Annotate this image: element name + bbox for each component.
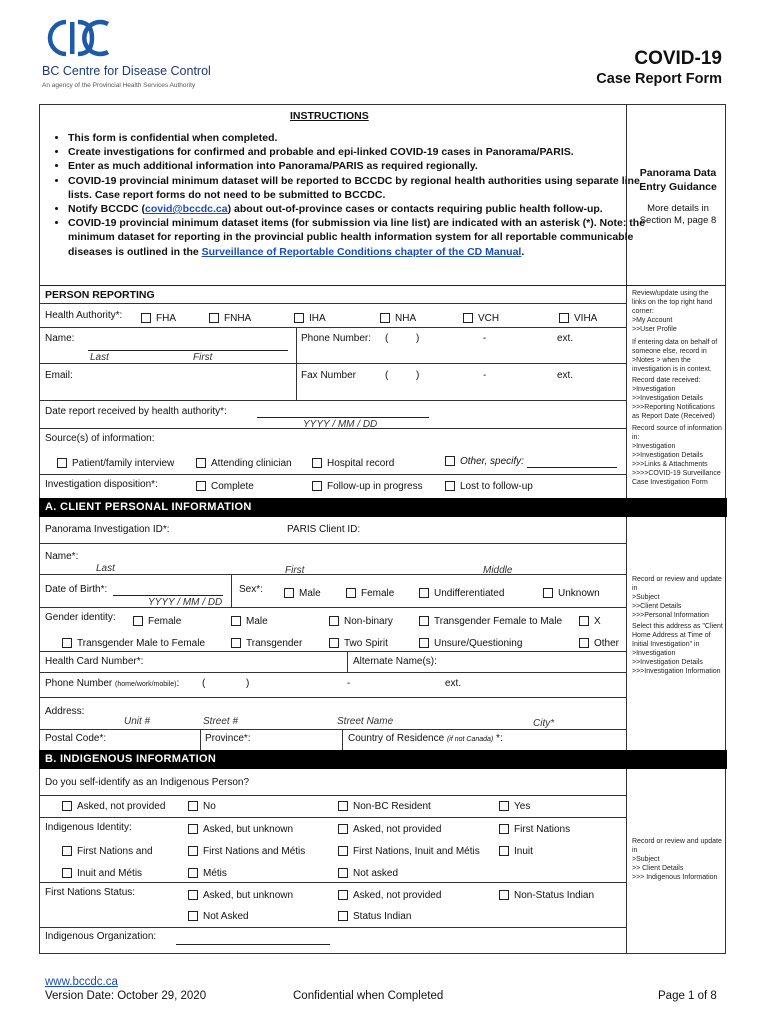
side-note-address: Select this address as "Client Home Address at Time of Initial Investigation" in >Investigation >>Investigation Details >>>Investigation Information [632, 623, 723, 675]
side-note-source: Record source of information in: >Investigation >>Investigation Details >>>Links & Attachments >>>>COVID-19 Surveillance Case Investigation Form [632, 425, 722, 486]
gender-non-binary[interactable]: Non-binary [329, 616, 393, 627]
gender-transgender[interactable]: Transgender [231, 638, 302, 649]
panorama-id-label: Panorama Investigation ID*: [45, 524, 170, 535]
instructions-heading: INSTRUCTIONS [290, 110, 369, 122]
footer-confidential: Confidential when Completed [293, 990, 444, 1002]
identity-fn-inuit-metis[interactable]: First Nations, Inuit and Métis [338, 846, 480, 857]
indigenous-identity-label: Indigenous Identity: [45, 822, 132, 833]
identity-inuit[interactable]: Inuit [499, 846, 533, 857]
divider [40, 327, 626, 328]
province-label: Province*: [205, 733, 251, 744]
divider [40, 574, 626, 575]
ha-option-iha[interactable]: IHA [294, 313, 326, 324]
source-other-field[interactable] [527, 467, 617, 468]
sex-undifferentiated[interactable]: Undifferentiated [419, 588, 504, 599]
ha-option-fha[interactable]: FHA [141, 313, 176, 324]
street-name-hint: Street Name [337, 716, 394, 727]
gender-unsure[interactable]: Unsure/Questioning [419, 638, 522, 649]
divider [40, 400, 626, 401]
side-note-client: Record or review and update in >Subject >>Client Details >>>Personal Information [632, 576, 722, 619]
gender-two-spirit[interactable]: Two Spirit [329, 638, 388, 649]
reporter-name-field[interactable] [88, 350, 288, 351]
indigenous-question: Do you self-identify as an Indigenous Person? [45, 777, 250, 788]
client-phone-ext-label: ext. [445, 678, 462, 689]
instruction-item: • Enter as much additional information into Panorama/PARIS as required regionally. [68, 159, 648, 173]
q-non-bc-resident[interactable]: Non-BC Resident [338, 801, 431, 812]
section-a-title: A. CLIENT PERSONAL INFORMATION [45, 501, 252, 513]
date-hint: YYYY / MM / DD [303, 419, 378, 430]
footer-page-number: Page 1 of 8 [658, 990, 717, 1002]
gender-label: Gender identity: [45, 612, 116, 623]
divider [40, 729, 626, 730]
org-tagline: An agency of the Provincial Health Services Authority [42, 82, 196, 89]
divider [40, 285, 726, 286]
form-subtitle: Case Report Form [596, 71, 722, 87]
bccdc-logo [40, 18, 230, 90]
paren: ( [385, 370, 389, 381]
sex-female[interactable]: Female [346, 588, 394, 599]
side-note-date: Record date received: >Investigation >>Investigation Details >>>Reporting Notifications as Report Date (Received) [632, 377, 715, 420]
divider [40, 795, 626, 796]
gender-trans-m-to-f[interactable]: Transgender Male to Female [62, 638, 205, 649]
divider [40, 607, 626, 608]
paris-id-label: PARIS Client ID: [287, 524, 361, 535]
street-num-hint: Street # [203, 716, 239, 727]
first-hint: First [193, 352, 213, 363]
identity-asked-unknown[interactable]: Asked, but unknown [188, 824, 293, 835]
instruction-item: • Create investigations for confirmed and probable and epi-linked COVID-19 cases in Panorama/PARIS. [68, 145, 648, 159]
divider [40, 651, 626, 652]
paren: ) [416, 333, 420, 344]
paren: ( [202, 678, 206, 689]
source-patient-interview[interactable]: Patient/family interview [57, 458, 174, 469]
person-reporting-heading: PERSON REPORTING [45, 289, 155, 301]
reporter-fax-ext-label: ext. [557, 370, 574, 381]
first-hint: First [285, 565, 305, 576]
divider [296, 327, 297, 401]
q-yes[interactable]: Yes [499, 801, 530, 812]
divider [40, 363, 626, 364]
divider [347, 651, 348, 672]
sex-unknown[interactable]: Unknown [543, 588, 600, 599]
footer-version: Version Date: October 29, 2020 [45, 990, 207, 1002]
gender-trans-f-to-m[interactable]: Transgender Female to Male [419, 616, 562, 627]
dash: - [483, 370, 487, 381]
status-non-status[interactable]: Non-Status Indian [499, 890, 594, 901]
instruction-item: • Notify BCCDC (covid@bccdc.ca) about out-of-province cases or contacts requiring public health follow-up. [68, 202, 648, 216]
divider [40, 672, 626, 673]
q-no[interactable]: No [188, 801, 216, 812]
paren: ( [385, 333, 389, 344]
reporter-phone-label: Phone Number: [301, 333, 372, 344]
divider [40, 927, 626, 928]
status-status-indian[interactable]: Status Indian [338, 911, 411, 922]
client-phone-label: Phone Number (home/work/mobile): [45, 678, 180, 689]
footer-website-link[interactable]: www.bccdc.ca [45, 976, 118, 988]
sex-male[interactable]: Male [284, 588, 321, 599]
org-name: BC Centre for Disease Control [42, 64, 211, 78]
guidance-detail: More details in Section M, page 8 [639, 203, 717, 226]
identity-asked-not-provided[interactable]: Asked, not provided [338, 824, 441, 835]
source-other[interactable]: Other, specify: [445, 456, 524, 467]
q-asked-not-provided[interactable]: Asked, not provided [62, 801, 165, 812]
identity-fn-and[interactable]: First Nations and [62, 846, 153, 857]
indigenous-org-label: Indigenous Organization: [45, 931, 157, 942]
instruction-item: • COVID-19 provincial minimum dataset will be reported to BCCDC by regional health authorities using separate line lists. Case report forms do not need to be submitted to BCCDC. [68, 174, 648, 202]
instructions-list [40, 131, 648, 259]
section-a-header [39, 498, 727, 517]
paren: ) [246, 678, 250, 689]
unit-hint: Unit # [124, 716, 151, 727]
divider [40, 882, 626, 883]
status-not-asked[interactable]: Not Asked [188, 911, 249, 922]
ha-option-viha[interactable]: VIHA [559, 313, 597, 324]
dash: - [347, 678, 351, 689]
last-hint: Last [96, 563, 115, 574]
source-hospital-record[interactable]: Hospital record [312, 458, 394, 469]
side-note-indigenous: Record or review and update in >Subject >> Client Details >>> Indigenous Information [632, 838, 722, 881]
reporter-email-label: Email: [45, 370, 73, 381]
gender-male[interactable]: Male [231, 616, 268, 627]
sources-label: Source(s) of information: [45, 433, 155, 444]
section-b-header [39, 750, 727, 769]
gender-other[interactable]: Other [579, 638, 619, 649]
health-card-label: Health Card Number*: [45, 656, 144, 667]
reporter-phone-ext-label: ext. [557, 333, 574, 344]
city-hint: City* [533, 718, 555, 729]
divider [40, 428, 626, 429]
divider [40, 303, 626, 304]
dash: - [483, 333, 487, 344]
cd-manual-link[interactable]: Surveillance of Reportable Conditions chapter of the CD Manual [201, 245, 522, 258]
disposition-complete[interactable]: Complete [196, 481, 254, 492]
reporter-name-label: Name: [45, 333, 75, 344]
paren: ) [416, 370, 420, 381]
identity-inuit-metis[interactable]: Inuit and Métis [62, 868, 142, 879]
indigenous-org-field[interactable] [176, 944, 330, 945]
last-hint: Last [90, 352, 109, 363]
disposition-lost[interactable]: Lost to follow-up [445, 481, 533, 492]
section-b-title: B. INDIGENOUS INFORMATION [45, 753, 217, 765]
disposition-follow-up[interactable]: Follow-up in progress [312, 481, 423, 492]
side-note-behalf: If entering data on behalf of someone else, record in >Notes > when the investigation is in context. [632, 339, 718, 373]
divider [200, 729, 201, 750]
status-asked-not-provided[interactable]: Asked, not provided [338, 890, 441, 901]
date-received-field[interactable] [257, 417, 429, 418]
identity-metis[interactable]: Métis [188, 868, 227, 879]
divider [231, 574, 232, 607]
instruction-item: • COVID-19 provincial minimum dataset items (for submission via line list) are indicated with an asterisk (*). Note: the minimum dataset for reporting in the provincial public health information system for all reportable communicable diseases is outlined in the Surveillance of Reportable Conditions chapter of the CD Manual. [68, 216, 648, 259]
ha-option-nha[interactable]: NHA [380, 313, 416, 324]
country-label: Country of Residence (if not Canada) *: [348, 733, 503, 744]
divider [40, 474, 626, 475]
gender-female[interactable]: Female [133, 616, 181, 627]
identity-not-asked[interactable]: Not asked [338, 868, 398, 879]
divider [40, 543, 626, 544]
health-authority-label: Health Authority*: [45, 310, 123, 321]
address-label: Address: [45, 706, 85, 717]
ha-option-fnha[interactable]: FNHA [209, 313, 251, 324]
divider [40, 697, 626, 698]
fn-status-label: First Nations Status: [45, 887, 136, 898]
reporter-fax-label: Fax Number [301, 370, 357, 381]
alt-names-label: Alternate Name(s): [353, 656, 437, 667]
identity-first-nations[interactable]: First Nations [499, 824, 570, 835]
side-note-reporter: Review/update using the links on the top right hand corner: >My Account >>User Profile [632, 290, 713, 333]
date-received-label: Date report received by health authority*: [45, 406, 227, 417]
middle-hint: Middle [483, 565, 513, 576]
guidance-title: Panorama Data Entry Guidance [639, 167, 717, 193]
bccdc-email-link[interactable]: covid@bccdc.ca [145, 203, 228, 216]
dob-label: Date of Birth*: [45, 584, 108, 595]
dob-hint: YYYY / MM / DD [148, 597, 223, 608]
source-attending-clinician[interactable]: Attending clinician [196, 458, 292, 469]
identity-fn-metis[interactable]: First Nations and Métis [188, 846, 305, 857]
divider [342, 729, 343, 750]
postal-code-label: Postal Code*: [45, 733, 107, 744]
gender-x[interactable]: X [579, 616, 601, 627]
instruction-item: • This form is confidential when completed. [68, 131, 648, 145]
client-name-label: Name*: [45, 551, 79, 562]
form-title: COVID-19 [634, 48, 722, 69]
sex-label: Sex*: [239, 584, 263, 595]
ha-option-vch[interactable]: VCH [463, 313, 499, 324]
divider [40, 817, 626, 818]
dob-field[interactable] [113, 595, 223, 596]
disposition-label: Investigation disposition*: [45, 479, 158, 490]
status-asked-unknown[interactable]: Asked, but unknown [188, 890, 293, 901]
